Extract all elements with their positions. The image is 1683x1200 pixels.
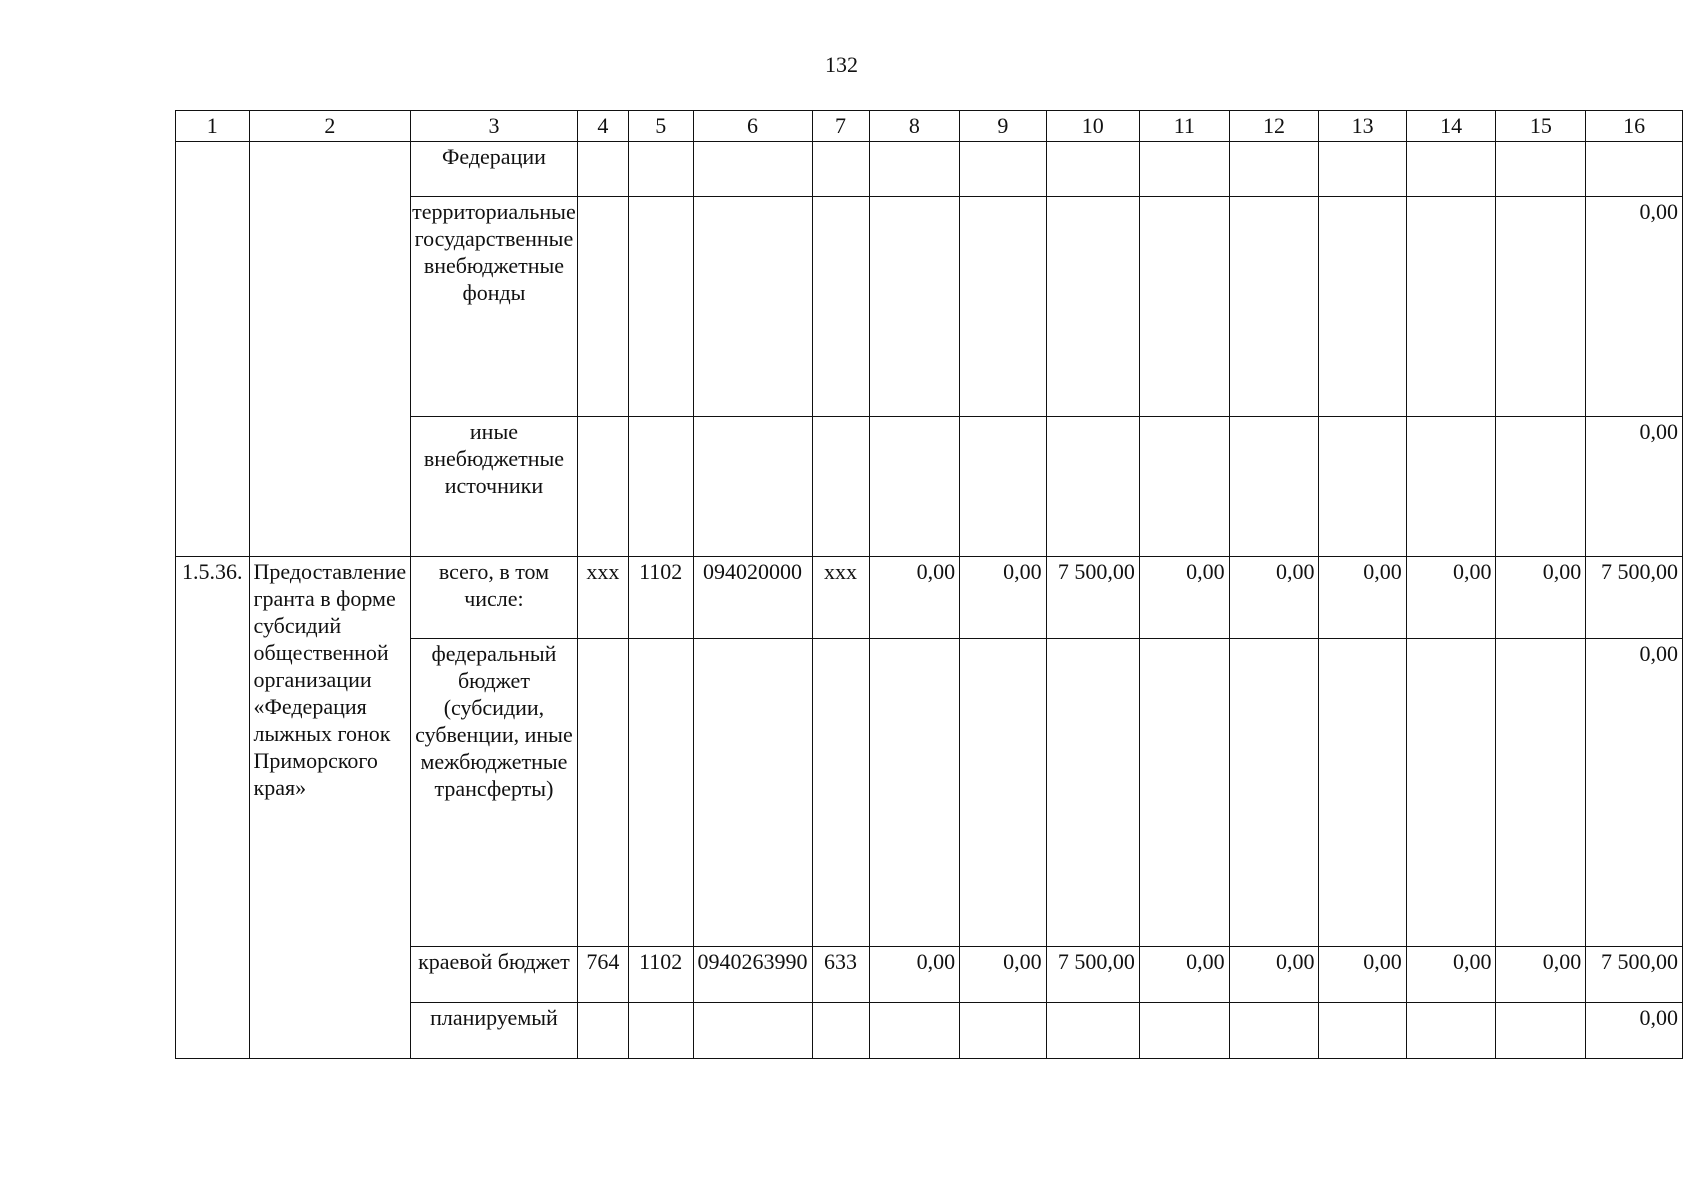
header-cell: 5: [628, 111, 693, 142]
header-cell: 12: [1229, 111, 1319, 142]
source-cell: Федерации: [411, 142, 578, 197]
code-cell: 094020000: [693, 557, 812, 639]
header-cell: 14: [1406, 111, 1496, 142]
table-row: [176, 557, 1683, 639]
code-cell: 764: [577, 947, 628, 1003]
code-cell: ххх: [577, 557, 628, 639]
header-cell: 1: [176, 111, 250, 142]
code-cell: 1102: [628, 557, 693, 639]
source-cell: территориальные государственные внебюджетные фонды: [411, 197, 578, 417]
header-cell: 15: [1496, 111, 1586, 142]
value-cell: 0,00: [1406, 557, 1496, 639]
header-cell: 2: [249, 111, 411, 142]
header-cell: 7: [812, 111, 869, 142]
value-cell: 0,00: [1586, 417, 1683, 557]
value-cell: 7 500,00: [1586, 947, 1683, 1003]
header-cell: 9: [960, 111, 1046, 142]
header-cell: 6: [693, 111, 812, 142]
value-cell: 7 500,00: [1046, 557, 1139, 639]
value-cell: 0,00: [1139, 557, 1229, 639]
value-cell: 0,00: [1229, 947, 1319, 1003]
value-cell: 0,00: [960, 947, 1046, 1003]
item-name-cell: Предоставление гранта в форме субсидий общественной организации «Федерация лыжных гонок Приморского края»: [249, 557, 411, 1059]
value-cell: 0,00: [1586, 1003, 1683, 1059]
table-row: [176, 142, 1683, 197]
budget-table: [175, 110, 1683, 1059]
header-cell: 11: [1139, 111, 1229, 142]
source-cell: планируемый: [411, 1003, 578, 1059]
code-cell: 0940263990: [693, 947, 812, 1003]
value-cell: 7 500,00: [1586, 557, 1683, 639]
header-cell: 4: [577, 111, 628, 142]
value-cell: 0,00: [1406, 947, 1496, 1003]
item-num-cell: 1.5.36.: [176, 557, 250, 1059]
value-cell: 7 500,00: [1046, 947, 1139, 1003]
value-cell: 0,00: [1319, 947, 1406, 1003]
value-cell: 0,00: [1586, 639, 1683, 947]
header-cell: 8: [869, 111, 960, 142]
source-cell: всего, в том числе:: [411, 557, 578, 639]
header-row: [176, 111, 1683, 142]
page-number: 132: [825, 52, 858, 77]
source-cell: краевой бюджет: [411, 947, 578, 1003]
value-cell: 0,00: [960, 557, 1046, 639]
item-name-cell: [249, 142, 411, 557]
value-cell: 0,00: [869, 557, 960, 639]
code-cell: 633: [812, 947, 869, 1003]
source-cell: иные внебюджетные источники: [411, 417, 578, 557]
header-cell: 13: [1319, 111, 1406, 142]
value-cell: 0,00: [1139, 947, 1229, 1003]
source-cell: федеральный бюджет (субсидии, субвенции, иные межбюджетные трансферты): [411, 639, 578, 947]
value-cell: [1586, 142, 1683, 197]
header-cell: 3: [411, 111, 578, 142]
value-cell: 0,00: [1586, 197, 1683, 417]
item-num-cell: [176, 142, 250, 557]
header-cell: 10: [1046, 111, 1139, 142]
value-cell: 0,00: [1496, 557, 1586, 639]
code-cell: 1102: [628, 947, 693, 1003]
code-cell: ххх: [812, 557, 869, 639]
value-cell: 0,00: [1319, 557, 1406, 639]
value-cell: 0,00: [1496, 947, 1586, 1003]
header-cell: 16: [1586, 111, 1683, 142]
value-cell: 0,00: [1229, 557, 1319, 639]
value-cell: 0,00: [869, 947, 960, 1003]
